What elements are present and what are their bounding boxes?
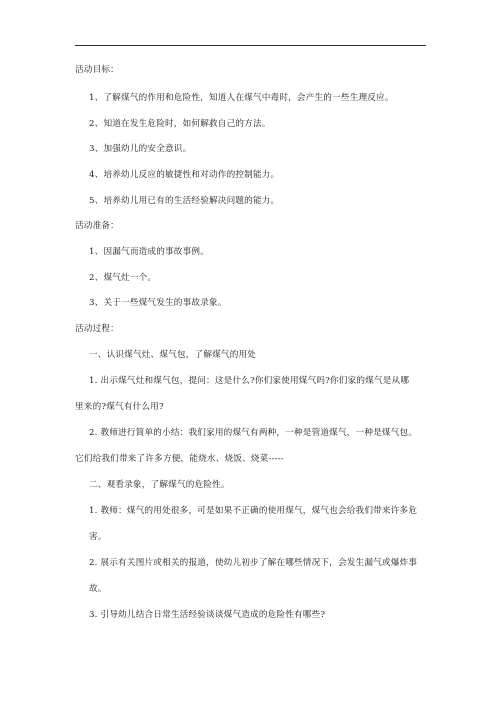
goal-item-1: 1、了解煤气的作用和危险性，知道人在煤气中毒时，会产生的一些生理反应。 <box>89 93 394 103</box>
heading-process: 活动过程： <box>75 324 119 334</box>
process-2-step-1-cont: 害。 <box>89 532 107 542</box>
process-2-step-1: 1. 教师：煤气的用处很多，可是如果不正确的使用煤气，煤气也会给我们带来许多危 <box>89 506 418 516</box>
process-2-step-2: 2. 展示有关图片或相关的报道，使幼儿初步了解在哪些情况下，会发生漏气或爆炸事 <box>89 558 418 568</box>
goal-item-3: 3、加强幼儿的安全意识。 <box>89 144 192 154</box>
process-section-1-title: 一、认识煤气灶、煤气包，了解煤气的用处 <box>89 350 257 360</box>
process-section-2-title: 二、观看录象，了解煤气的危险性。 <box>89 480 230 490</box>
prep-item-3: 3、关于一些煤气发生的事故录象。 <box>89 298 227 308</box>
prep-item-1: 1、因漏气而造成的事故事例。 <box>89 247 209 257</box>
process-1-step-2-cont: 它们给我们带来了许多方便，能烧水、烧饭、烧菜----- <box>75 454 284 464</box>
process-2-step-3: 3. 引导幼儿结合日常生活经验谈谈煤气造成的危险性有哪些? <box>89 610 326 620</box>
goal-item-4: 4、培养幼儿反应的敏捷性和对动作的控制能力。 <box>89 170 280 180</box>
heading-goals: 活动目标： <box>75 65 119 75</box>
process-1-step-1: 1. 出示煤气灶和煤气包，提问：这是什么?你们家使用煤气吗?你们家的煤气是从哪 <box>89 376 410 386</box>
goal-item-5: 5、培养幼儿用已有的生活经验解决问题的能力。 <box>89 196 280 206</box>
goal-item-2: 2、知道在发生危险时，如何解救自己的方法。 <box>89 119 271 129</box>
process-1-step-2: 2. 教师进行简单的小结：我们家用的煤气有两种，一种是管道煤气，一种是煤气包。 <box>89 428 418 438</box>
prep-item-2: 2、煤气灶一个。 <box>89 273 157 283</box>
heading-preparation: 活动准备： <box>75 221 119 231</box>
process-1-step-1-cont: 里来的?煤气有什么用? <box>75 402 164 412</box>
process-2-step-2-cont: 故。 <box>89 584 107 594</box>
header-rule <box>75 45 426 46</box>
